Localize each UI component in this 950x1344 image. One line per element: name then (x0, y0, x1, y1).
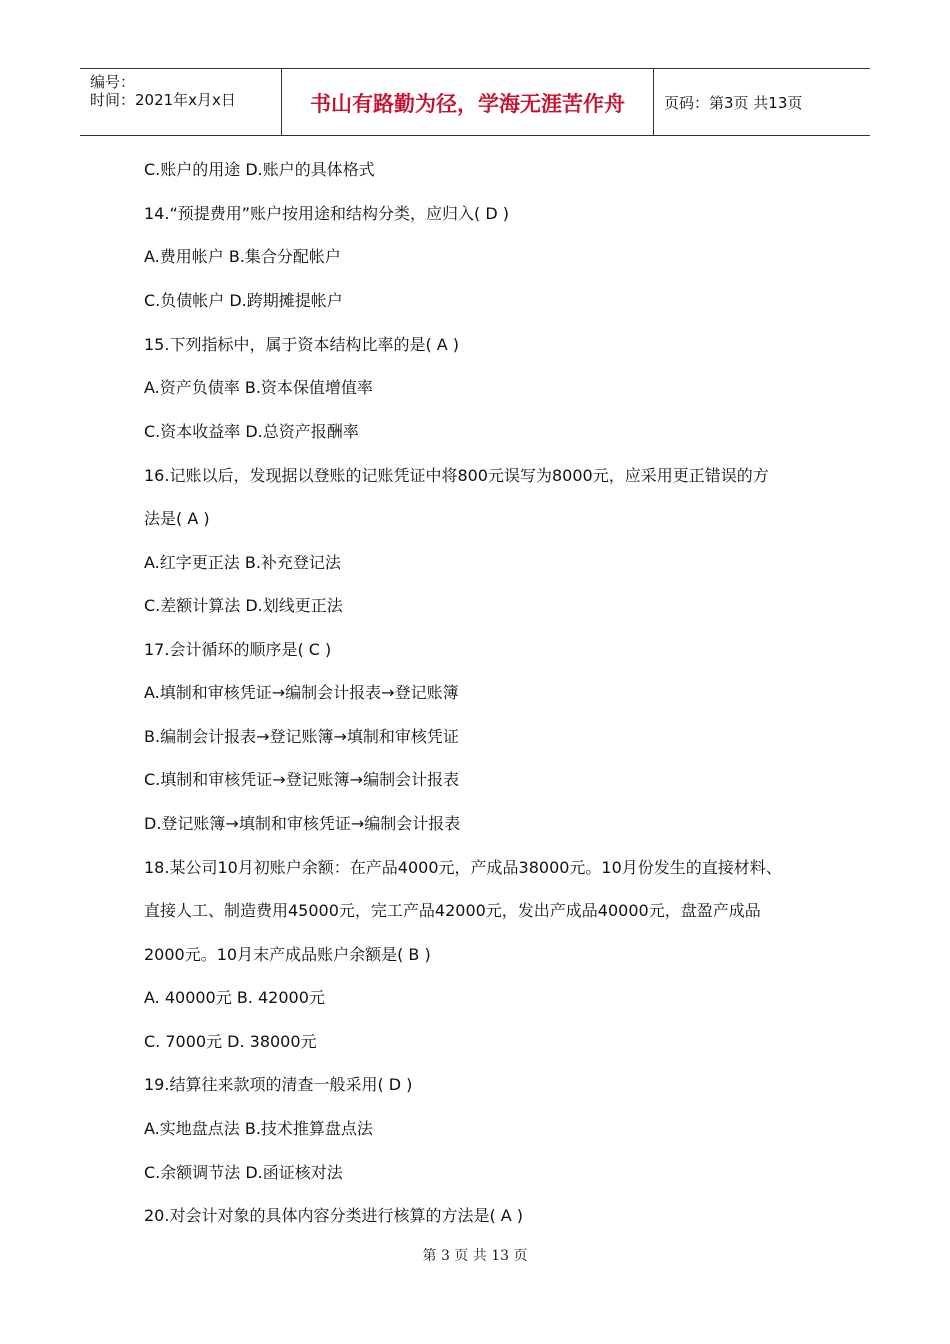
document-number-label: 编号： (90, 73, 136, 91)
option-line: A. 40000元 B. 42000元 (144, 988, 325, 1007)
text-line: C.账户的用途 D.账户的具体格式 (144, 160, 375, 179)
question-18-continued: 2000元。10月末产成品账户余额是( B ) (144, 945, 431, 964)
question-19: 19.结算往来款项的清查一般采用( D ) (144, 1075, 413, 1094)
question-16: 16.记账以后，发现据以登账的记账凭证中将800元误写为8000元，应采用更正错误的方 (144, 466, 769, 485)
option-line: C.填制和审核凭证→登记账簿→编制会计报表 (144, 770, 460, 789)
header-info-cell (80, 69, 282, 135)
option-line: A.费用帐户 B.集合分配帐户 (144, 247, 341, 266)
option-line: A.红字更正法 B.补充登记法 (144, 553, 341, 572)
question-16-continued: 法是( A ) (144, 509, 210, 528)
header-motto-cell (282, 69, 654, 135)
header-motto: 书山有路勤为径，学海无涯苦作舟 (310, 92, 625, 116)
option-line: C. 7000元 D. 38000元 (144, 1032, 317, 1051)
page-footer: 第 3 页 共 13 页 (422, 1248, 528, 1264)
option-line: D.登记账簿→填制和审核凭证→编制会计报表 (144, 814, 461, 833)
option-line: A.实地盘点法 B.技术推算盘点法 (144, 1119, 373, 1138)
question-18-continued: 直接人工、制造费用45000元，完工产品42000元，发出产成品40000元，盘盈产成品 (144, 901, 761, 920)
option-line: C.负债帐户 D.跨期摊提帐户 (144, 291, 343, 310)
option-line: A.资产负债率 B.资本保值增值率 (144, 378, 373, 397)
question-17: 17.会计循环的顺序是( C ) (144, 640, 332, 659)
question-18: 18.某公司10月初账户余额：在产品4000元，产成品38000元。10月份发生的直接材料、 (144, 858, 782, 877)
document-date-label: 时间：2021年x月x日 (90, 91, 236, 109)
question-15: 15.下列指标中，属于资本结构比率的是( A ) (144, 335, 460, 354)
page-header (80, 68, 870, 136)
header-page-cell (654, 69, 870, 135)
question-20: 20.对会计对象的具体内容分类进行核算的方法是( A ) (144, 1206, 524, 1225)
question-14: 14.“预提费用”账户按用途和结构分类，应归入( D ) (144, 204, 510, 223)
option-line: A.填制和审核凭证→编制会计报表→登记账簿 (144, 683, 459, 702)
option-line: C.资本收益率 D.总资产报酬率 (144, 422, 359, 441)
option-line: B.编制会计报表→登记账簿→填制和审核凭证 (144, 727, 459, 746)
option-line: C.差额计算法 D.划线更正法 (144, 596, 343, 615)
option-line: C.余额调节法 D.函证核对法 (144, 1163, 343, 1182)
header-page-label: 页码：第3页 共13页 (664, 94, 803, 112)
